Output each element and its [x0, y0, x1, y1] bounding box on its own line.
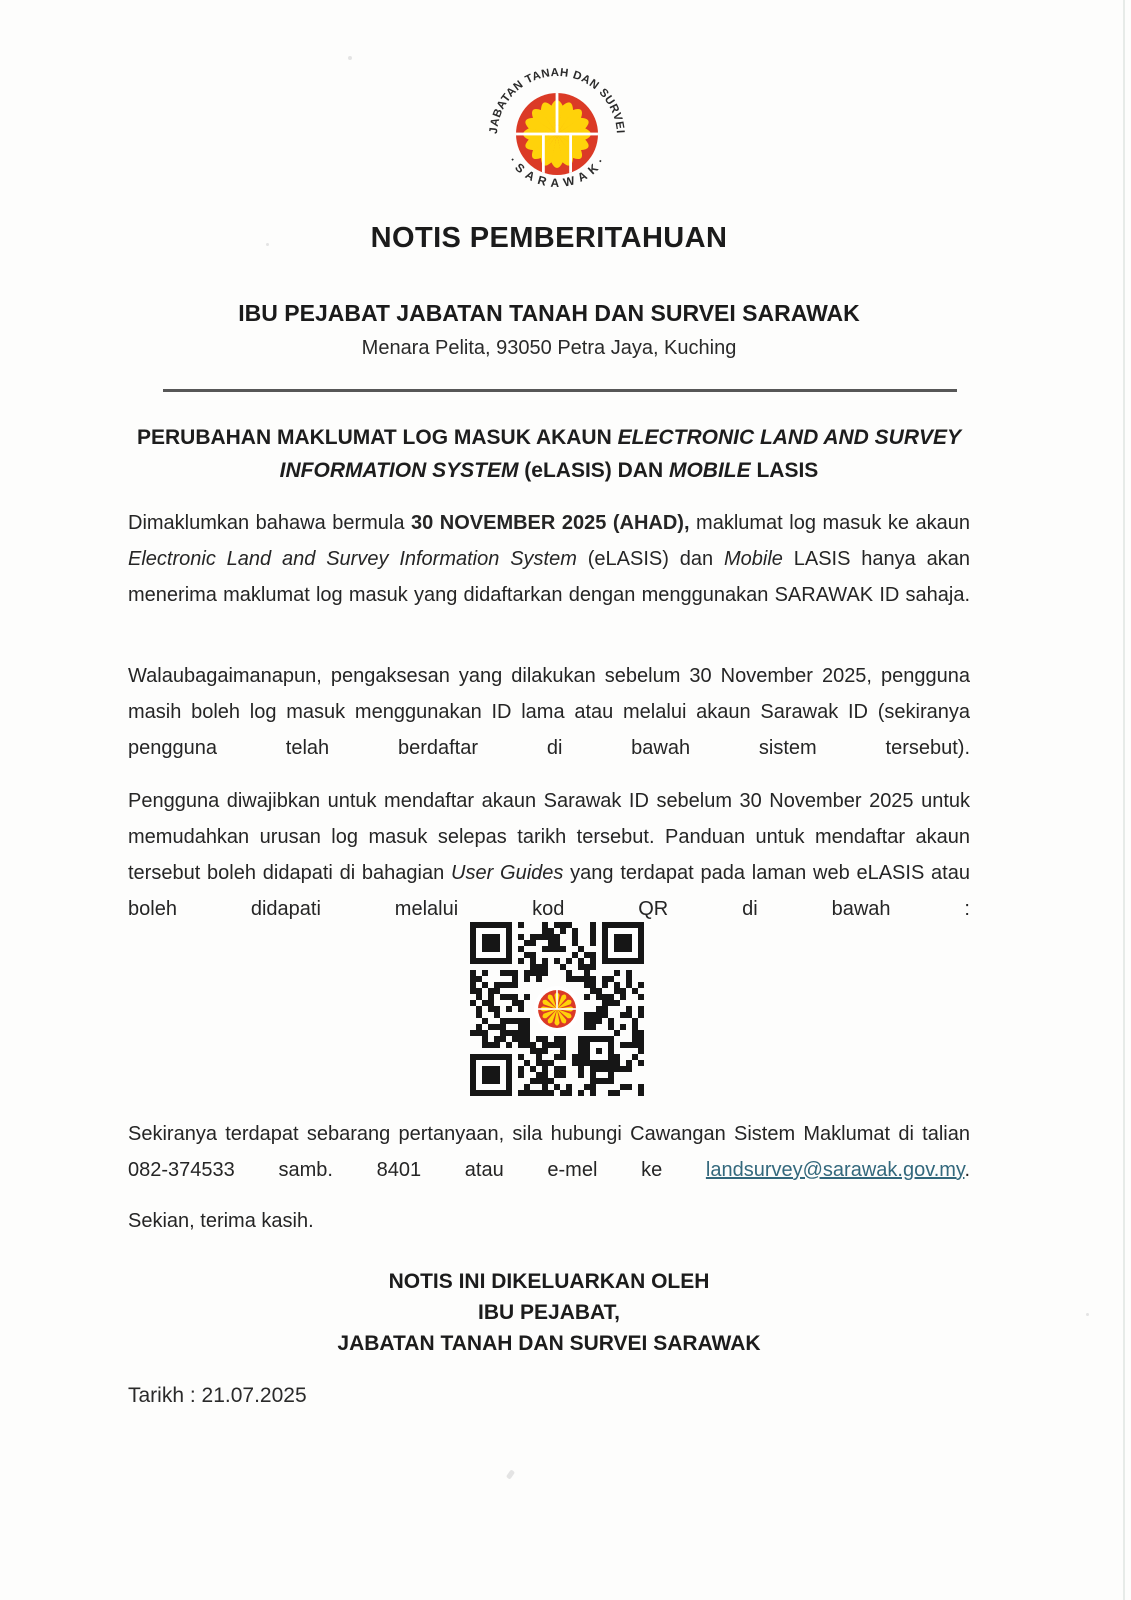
text-segment: LASIS hanya akan menerima maklumat log masuk yang didaftarkan dengan menggunakan SARAWAK ID sahaja. — [128, 548, 970, 606]
paragraph-2 — [128, 658, 970, 802]
issued-by-line-2: IBU PEJABAT, — [478, 1301, 620, 1324]
issued-by-line-3: JABATAN TANAH DAN SURVEI SARAWAK — [337, 1332, 761, 1355]
office-name: IBU PEJABAT JABATAN TANAH DAN SURVEI SARAWAK — [238, 300, 860, 326]
issued-by-line-1: NOTIS INI DIKELUARKAN OLEH — [388, 1270, 710, 1293]
text-segment: (eLASIS) dan — [576, 548, 724, 570]
scan-speck — [1086, 1313, 1089, 1316]
scan-edge-line — [1123, 0, 1125, 1600]
qr-center-emblem-icon — [533, 985, 581, 1033]
text-segment: INFORMATION SYSTEM — [279, 459, 519, 482]
scan-speck — [266, 243, 269, 246]
closing-line: Sekian, terima kasih. — [128, 1210, 314, 1232]
office-address: Menara Pelita, 93050 Petra Jaya, Kuching — [361, 337, 737, 359]
page-title: NOTIS PEMBERITAHUAN — [370, 222, 728, 254]
text-segment: MOBILE — [668, 459, 751, 482]
text-segment: Dimaklumkan bahawa bermula — [128, 512, 412, 534]
text-segment: User Guides — [451, 862, 564, 884]
scan-speck — [348, 56, 352, 60]
text-segment: maklumat log masuk ke akaun — [689, 512, 971, 534]
email-link[interactable]: landsurvey@sarawak.gov.my — [705, 1159, 965, 1181]
paragraph-contact — [128, 1116, 970, 1224]
scan-speck — [506, 1469, 515, 1479]
text-segment: (eLASIS) DAN — [518, 459, 669, 482]
emblem-arc-bottom-text: · S A R A W A K · — [505, 154, 609, 191]
paragraph-1 — [128, 505, 970, 649]
text-segment: 30 NOVEMBER 2025 (AHAD), — [411, 512, 690, 534]
department-emblem — [480, 64, 634, 214]
text-segment: ELECTRONIC LAND AND SURVEY — [617, 426, 962, 449]
text-segment: . — [964, 1159, 970, 1181]
subject-line-2 — [128, 454, 970, 487]
department-emblem-svg — [480, 64, 634, 214]
text-segment: Sekiranya terdapat sebarang pertanyaan, sila hubungi Cawangan Sistem Maklumat di talian 082-374533 samb. 8401 atau e-mel ke — [128, 1123, 970, 1181]
emblem-arc-top-text: JABATAN TANAH DAN SURVEI — [487, 66, 626, 135]
header-divider — [163, 389, 957, 392]
qr-code — [470, 922, 644, 1096]
text-segment: Mobile — [723, 548, 783, 570]
subject-heading — [128, 421, 970, 487]
text-segment: PERUBAHAN MAKLUMAT LOG MASUK AKAUN — [136, 426, 618, 449]
text-segment: Walaubagaimanapun, pengaksesan yang dilakukan sebelum 30 November 2025, pengguna masih boleh log masuk menggunakan ID lama atau melalui akaun Sarawak ID (sekiranya pengguna telah berdaftar di bawah sistem tersebut). — [128, 665, 970, 759]
subject-line-1 — [128, 421, 970, 454]
text-segment: Electronic Land and Survey Information System — [128, 548, 577, 570]
date-line: Tarikh : 21.07.2025 — [128, 1384, 307, 1407]
text-segment: Pengguna diwajibkan untuk mendaftar akaun Sarawak ID sebelum 30 November 2025 untuk memudahkan urusan log masuk selepas tarikh tersebut. Panduan untuk mendaftar akaun tersebut boleh didapati di bahagian — [128, 790, 970, 884]
text-segment: yang terdapat pada laman web eLASIS atau boleh didapati melalui kod QR di bawah : — [128, 862, 970, 920]
issued-by-block — [128, 1266, 970, 1359]
text-segment: LASIS — [750, 459, 819, 482]
